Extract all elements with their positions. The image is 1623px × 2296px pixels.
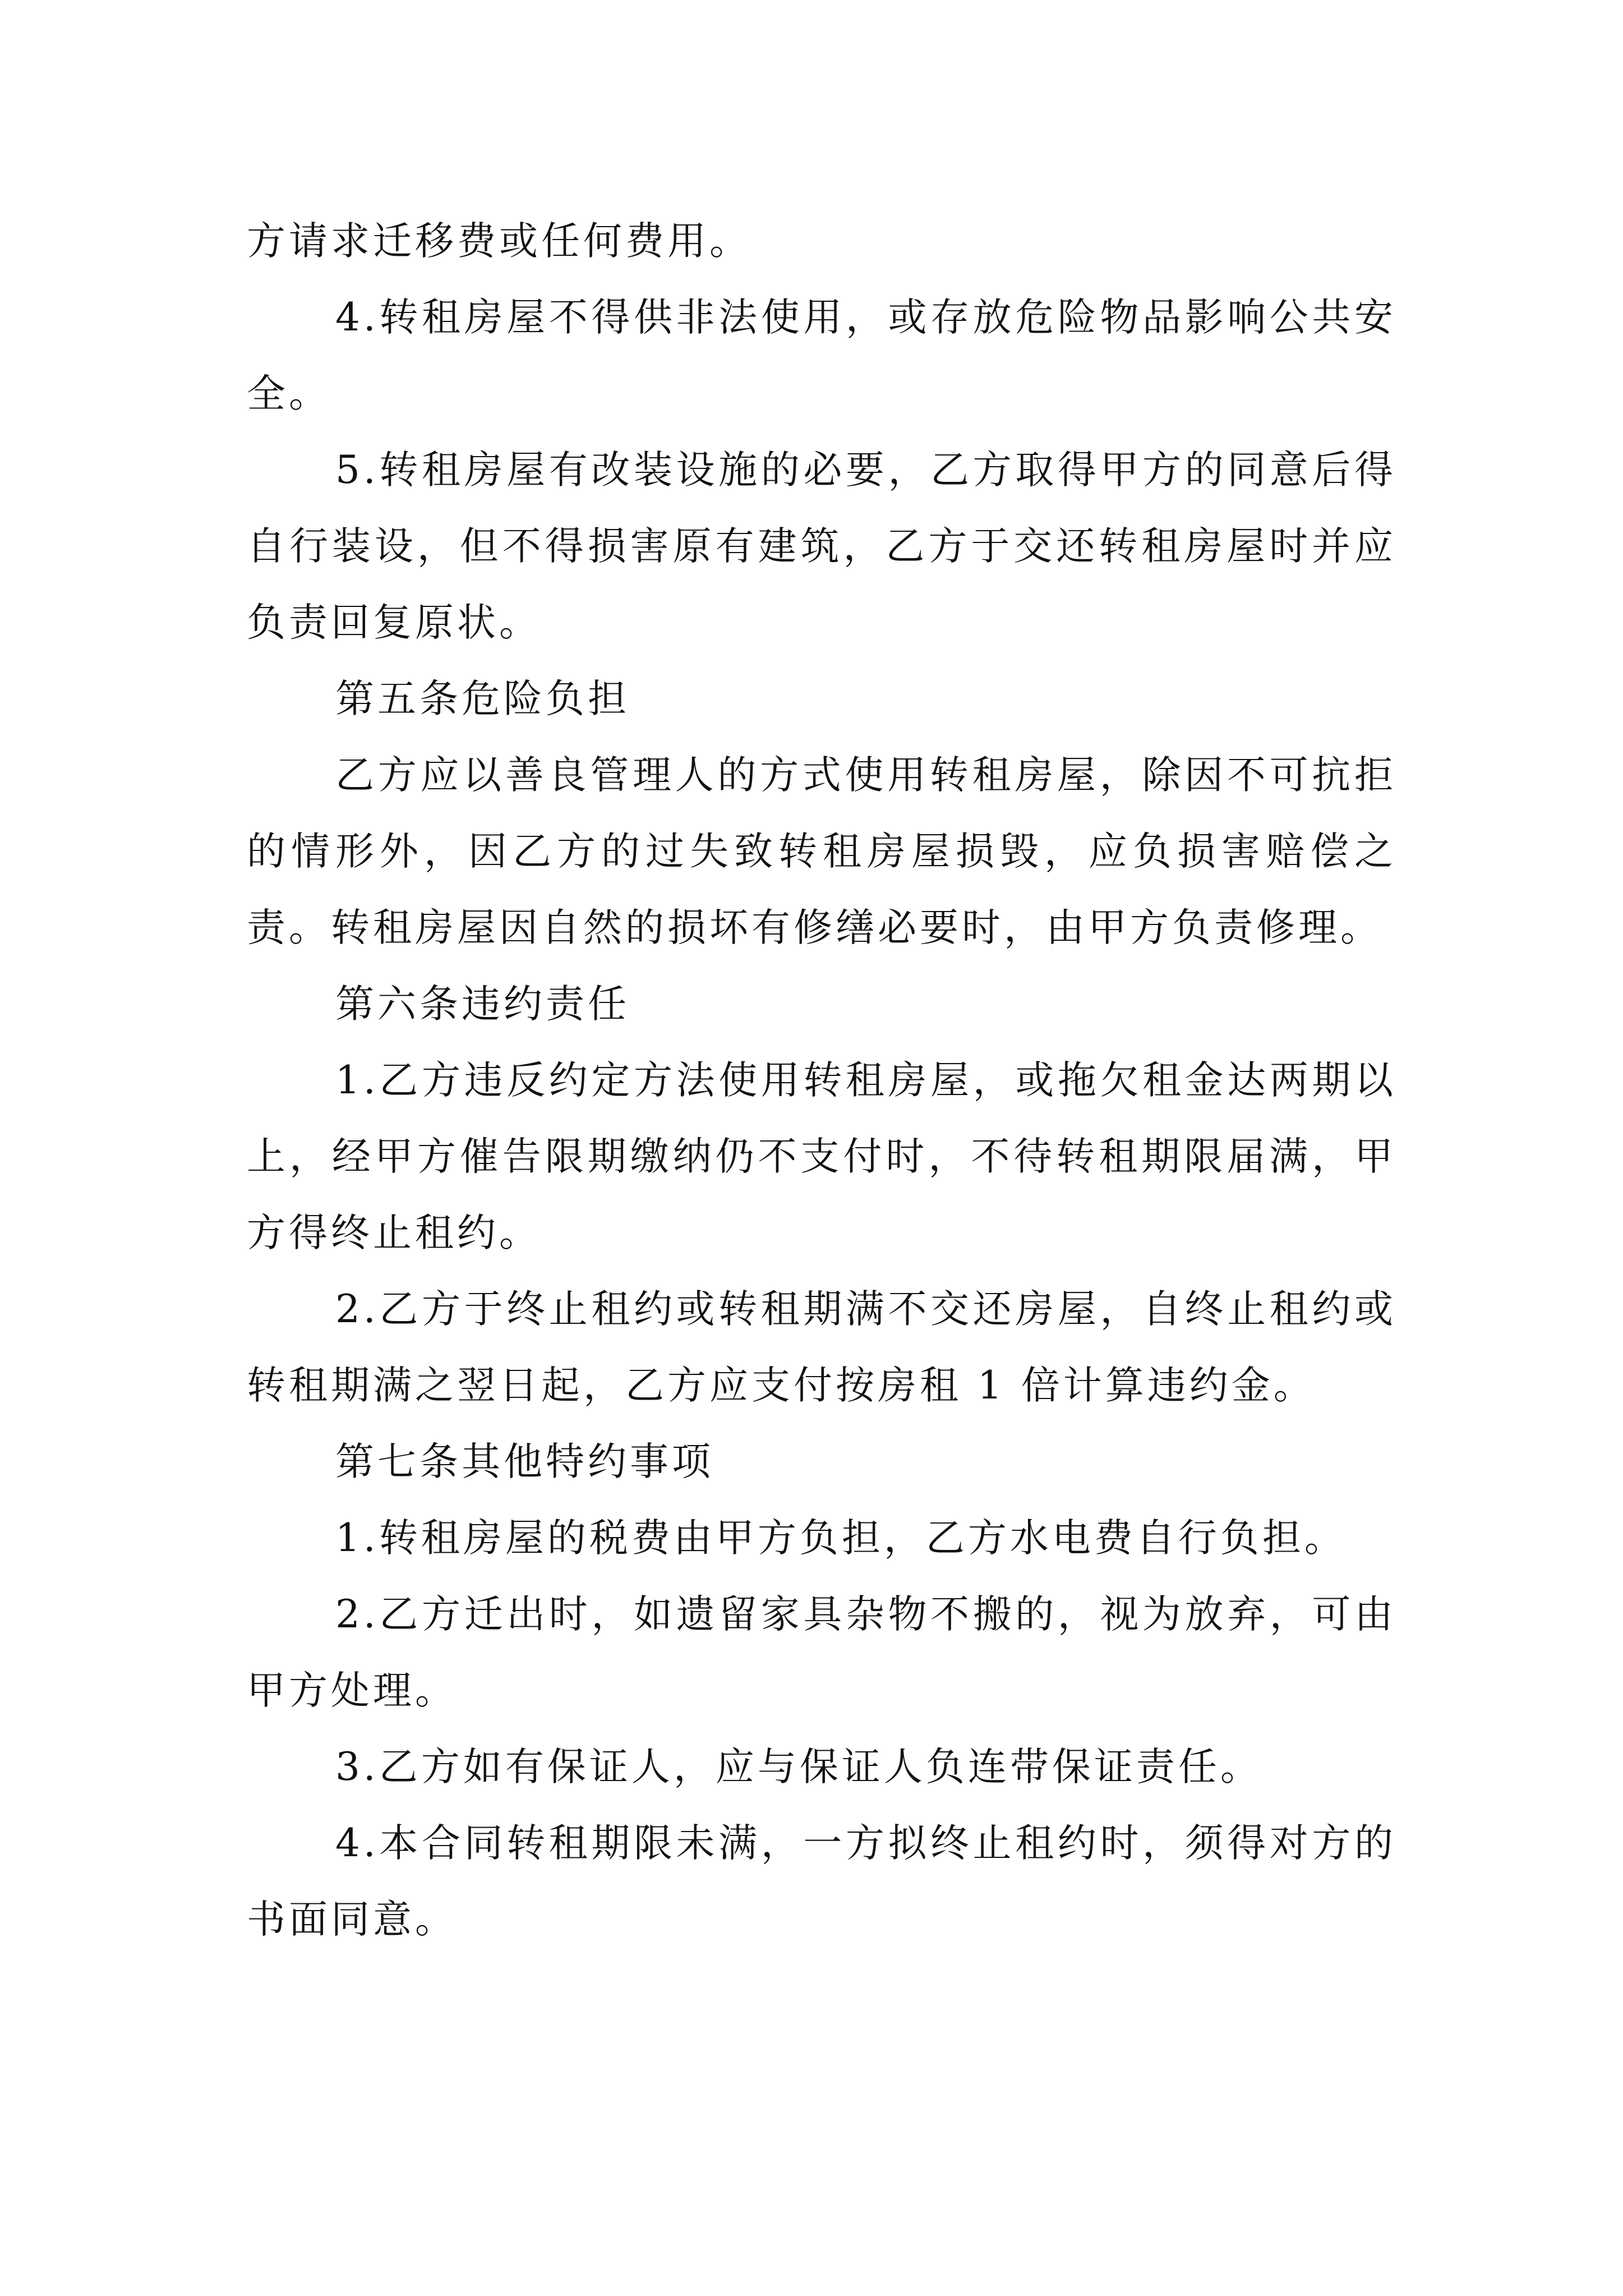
clause-4-public-safety: 4.转租房屋不得供非法使用，或存放危险物品影响公共安全。: [247, 295, 1396, 416]
article-7-clause-2: 2.乙方迁出时，如遗留家具杂物不搬的，视为放弃，可由甲方处理。: [247, 1592, 1396, 1713]
article-7-clause-3: 3.乙方如有保证人，应与保证人负连带保证责任。: [335, 1745, 1262, 1789]
article-6-heading: 第六条违约责任: [335, 982, 630, 1027]
article-7-clause-4: 4.本合同转租期限未满，一方拟终止租约时，须得对方的书面同意。: [247, 1821, 1396, 1942]
article-7-heading: 第七条其他特约事项: [335, 1439, 714, 1484]
article-5-heading: 第五条危险负担: [335, 677, 630, 721]
paragraph-continuation: 方请求迁移费或任何费用。: [247, 219, 751, 264]
article-6-clause-2: 2.乙方于终止租约或转租期满不交还房屋，自终止租约或转租期满之翌日起，乙方应支付按房租 1 倍计算违约金。: [247, 1287, 1396, 1408]
clause-5-alterations: 5.转租房屋有改装设施的必要，乙方取得甲方的同意后得自行装设，但不得损害原有建筑，乙方于交还转租房屋时并应负责回复原状。: [247, 448, 1396, 645]
article-5-body: 乙方应以善良管理人的方式使用转租房屋，除因不可抗拒的情形外，因乙方的过失致转租房屋损毁，应负损害赔偿之责。转租房屋因自然的损坏有修缮必要时，由甲方负责修理。: [247, 753, 1396, 950]
document-body: [247, 203, 1396, 1958]
article-6-clause-1: 1.乙方违反约定方法使用转租房屋，或拖欠租金达两期以上，经甲方催告限期缴纳仍不支付时，不待转租期限届满，甲方得终止租约。: [247, 1058, 1396, 1255]
article-7-clause-1: 1.转租房屋的税费由甲方负担，乙方水电费自行负担。: [335, 1516, 1347, 1561]
